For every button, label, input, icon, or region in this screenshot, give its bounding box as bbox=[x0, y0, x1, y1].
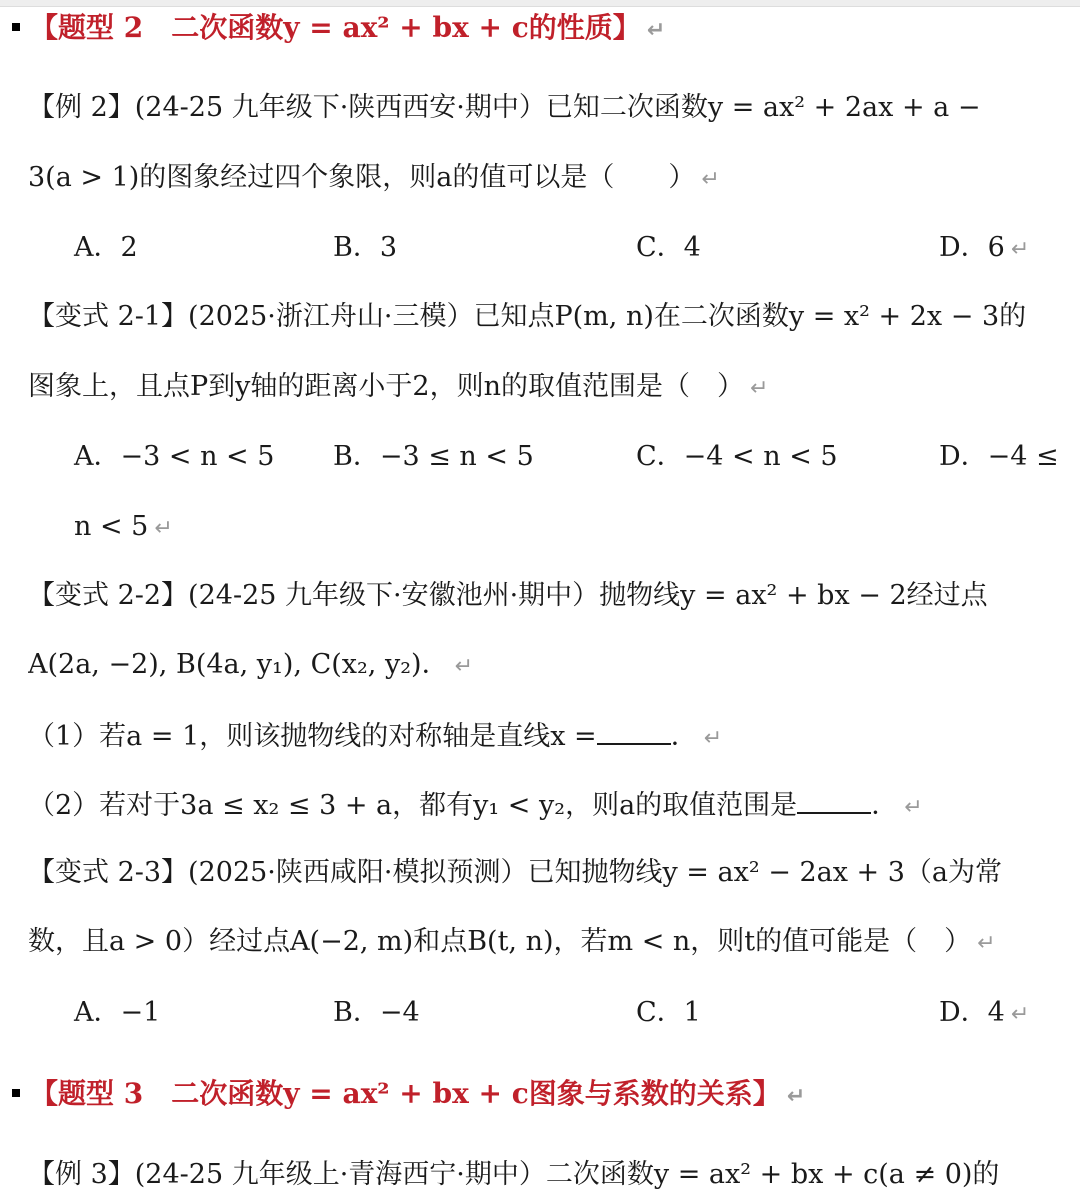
paragraph-mark-icon: ↵ bbox=[154, 516, 173, 541]
variant-2-1-line-2-text: 图象上，且点P到y轴的距离小于2，则n的取值范围是（ ） bbox=[28, 371, 744, 402]
paragraph-mark-icon: ↵ bbox=[703, 726, 723, 751]
bullet-icon bbox=[12, 23, 20, 31]
variant-2-1-options bbox=[74, 437, 1062, 477]
option-c: C．1 bbox=[636, 997, 701, 1028]
bullet-icon bbox=[12, 1089, 20, 1097]
variant-2-2-question-1 bbox=[28, 715, 1062, 759]
variant-2-2-line-1: 【变式 2-2】(24-25 九年级下·安徽池州·期中）抛物线y = ax² + bx − 2经过点 bbox=[28, 580, 988, 611]
option-d: D．−4 ≤ bbox=[939, 441, 1059, 472]
option-d-continued bbox=[74, 507, 173, 549]
section-2-heading bbox=[12, 8, 1062, 51]
option-b: B．3 bbox=[333, 232, 398, 263]
variant-2-1-line-1: 【变式 2-1】(2025·浙江舟山·三模）已知点P(m, n)在二次函数y = x² + 2x − 3的 bbox=[28, 301, 1027, 332]
example-2-line-1: 【例 2】(24-25 九年级下·陕西西安·期中）已知二次函数y = ax² + 2ax + a − bbox=[28, 92, 981, 123]
option-b: B．−3 ≤ n < 5 bbox=[333, 441, 534, 472]
option-d bbox=[939, 228, 1029, 270]
example-2-line-2-text: 3(a > 1)的图象经过四个象限，则a的值可以是（ ） bbox=[28, 162, 696, 193]
option-a: A．−1 bbox=[74, 997, 161, 1028]
example-3-line-1: 【例 3】(24-25 九年级上·青海西宁·期中）二次函数y = ax² + bx + c(a ≠ 0)的 bbox=[28, 1159, 1000, 1190]
paragraph-mark-icon: ↵ bbox=[1010, 1002, 1030, 1027]
option-a: A．2 bbox=[74, 232, 138, 263]
question-2-period: ． bbox=[871, 790, 899, 821]
variant-2-3-line-2-text: 数，且a > 0）经过点A(−2, m)和点B(t, n)，若m < n，则t的值可能是（ ） bbox=[28, 926, 972, 957]
question-1-text: （1）若a = 1，则该抛物线的对称轴是直线x = bbox=[28, 721, 597, 752]
option-c: C．−4 < n < 5 bbox=[636, 441, 838, 472]
option-d bbox=[939, 993, 1029, 1035]
option-d-text: D．4 bbox=[939, 997, 1005, 1028]
answer-blank[interactable] bbox=[797, 784, 871, 814]
variant-2-3-line-1: 【变式 2-3】(2025·陕西咸阳·模拟预测）已知抛物线y = ax² − 2ax + 3（a为常 bbox=[28, 857, 1003, 888]
variant-2-2-line-2 bbox=[28, 645, 1062, 687]
question-2-text: （2）若对于3a ≤ x₂ ≤ 3 + a，都有y₁ < y₂，则a的取值范围是 bbox=[28, 790, 798, 821]
option-d-continued-text: n < 5 bbox=[74, 511, 149, 542]
option-a: A．−3 < n < 5 bbox=[74, 441, 275, 472]
option-b: B．−4 bbox=[333, 997, 420, 1028]
option-c: C．4 bbox=[636, 232, 701, 263]
paragraph-mark-icon: ↵ bbox=[750, 376, 769, 401]
variant-2-3-options bbox=[74, 993, 1062, 1033]
section-2-heading-text: 【题型 2 二次函数y = ax² + bx + c的性质】 bbox=[30, 11, 641, 44]
paragraph-mark-icon: ↵ bbox=[786, 1084, 806, 1109]
paragraph-mark-icon: ↵ bbox=[904, 795, 923, 820]
question-1-period: ． bbox=[670, 721, 698, 752]
paragraph-mark-icon: ↵ bbox=[1010, 237, 1030, 262]
variant-2-2-question-2 bbox=[28, 784, 1062, 828]
variant-2-2-line-2-text: A(2a, −2), B(4a, y₁), C(x₂, y₂)． bbox=[28, 649, 449, 680]
section-3-heading-text: 【题型 3 二次函数y = ax² + bx + c图象与系数的关系】 bbox=[30, 1077, 781, 1110]
paragraph-mark-icon: ↵ bbox=[977, 931, 996, 956]
example-2-options bbox=[74, 228, 1062, 268]
option-d-text: D．6 bbox=[939, 232, 1005, 263]
section-3-heading bbox=[12, 1074, 1062, 1117]
example-2-line-2 bbox=[28, 158, 1062, 200]
paragraph-mark-icon: ↵ bbox=[454, 654, 474, 679]
paragraph-mark-icon: ↵ bbox=[646, 18, 666, 43]
variant-2-1-option-d-continued bbox=[74, 507, 1062, 547]
variant-2-3-line-2 bbox=[28, 922, 1062, 964]
paragraph-mark-icon: ↵ bbox=[701, 167, 720, 192]
variant-2-1-line-2 bbox=[28, 367, 1062, 409]
answer-blank[interactable] bbox=[597, 715, 671, 745]
